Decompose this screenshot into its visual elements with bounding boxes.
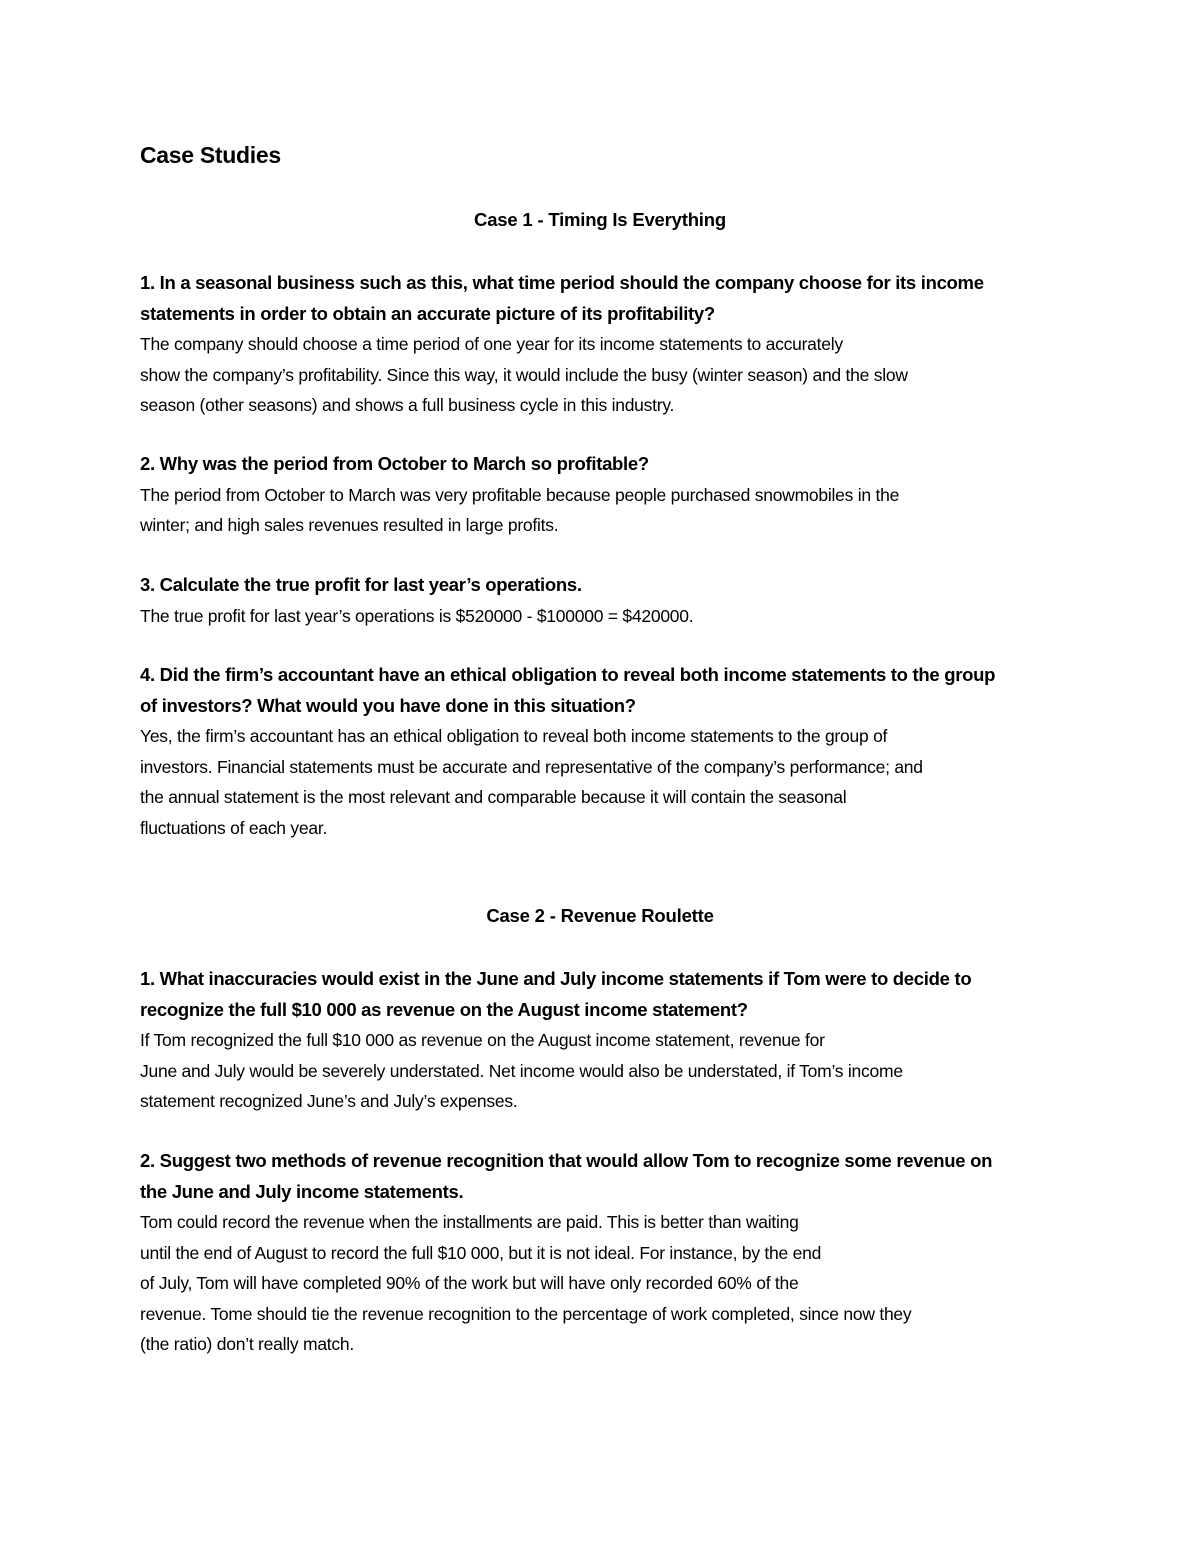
- case-1-question-2: 2. Why was the period from October to March so profitable?: [140, 453, 649, 474]
- case-2-question-2: 2. Suggest two methods of revenue recognition that would allow Tom to recognize some revenue on the June and July income statements.: [140, 1150, 993, 1202]
- case-2-question-1: 1. What inaccuracies would exist in the June and July income statements if Tom were to decide to recognize the full $10 000 as revenue on the August income statement?: [140, 968, 972, 1020]
- case-1-heading: Case 1 - Timing Is Everything: [474, 209, 726, 230]
- case-2-heading: Case 2 - Revenue Roulette: [486, 905, 714, 926]
- case-1-item-2: [140, 449, 1070, 541]
- case-1-answer-2: The period from October to March was very profitable because people purchased snowmobiles in the winter; and high sales revenues resulted in large profits.: [140, 484, 900, 535]
- case-2-item-1: [140, 964, 1070, 1117]
- case-1-answer-3: The true profit for last year’s operations is $520000 - $100000 = $420000.: [140, 605, 694, 626]
- case-1-item-3: [140, 570, 1070, 631]
- case-1-item-4: [140, 660, 1070, 843]
- case-1-item-1: [140, 268, 1070, 421]
- case-1-question-1: 1. In a seasonal business such as this, what time period should the company choose for its income statements in order to obtain an accurate picture of its profitability?: [140, 272, 984, 324]
- case-2-answer-1: If Tom recognized the full $10 000 as revenue on the August income statement, revenue for June and July would be severely understated. Net income would also be understated, if Tom’s income statement recognized June’s and July’s expenses.: [140, 1030, 903, 1111]
- case-1-answer-4: Yes, the firm’s accountant has an ethical obligation to reveal both income statements to the group of investors. Financial statements must be accurate and representative of the company’s performance; and the annual statement is the most relevant and comparable because it will contain the seasonal fluctuations of each year.: [140, 726, 923, 838]
- document-title: Case Studies: [140, 142, 281, 168]
- case-2-item-2: [140, 1146, 1070, 1360]
- case-2-answer-2: Tom could record the revenue when the installments are paid. This is better than waiting until the end of August to record the full $10 000, but it is not ideal. For instance, by the end of July, Tom will have completed 90% of the work but will have only recorded 60% of the revenue. Tome should tie the revenue recognition to the percentage of work completed, since now they (the ratio) don’t really match.: [140, 1212, 912, 1354]
- case-1-question-3: 3. Calculate the true profit for last year’s operations.: [140, 574, 582, 595]
- case-1-question-4: 4. Did the firm’s accountant have an ethical obligation to reveal both income statements to the group of investors? What would you have done in this situation?: [140, 664, 996, 716]
- case-1-answer-1: The company should choose a time period of one year for its income statements to accurately show the company’s profitability. Since this way, it would include the busy (winter season) and the slow season (other seasons) and shows a full business cycle in this industry.: [140, 334, 908, 415]
